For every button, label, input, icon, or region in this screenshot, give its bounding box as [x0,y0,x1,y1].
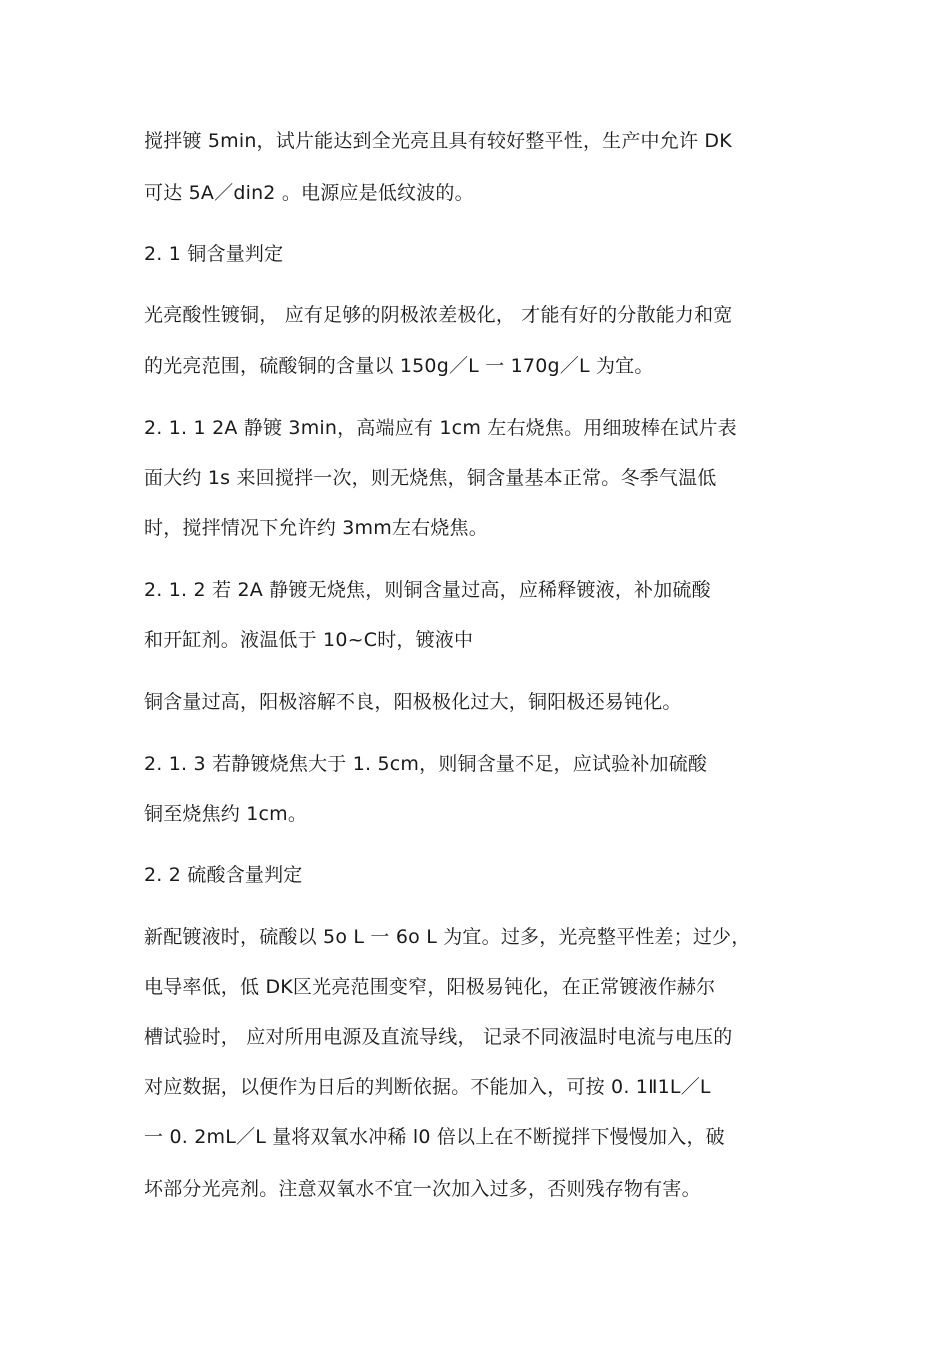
section-heading: 2. 2 硫酸含量判定 [144,864,303,886]
text-line: 2. 1. 3 若静镀烧焦大于 1. 5cm，则铜含量不足，应试验补加硫酸 [144,753,708,775]
text-line: 时，搅拌情况下允许约 3mm左右烧焦。 [144,517,488,539]
text-line: 铜含量过高，阳极溶解不良，阳极极化过大，铜阳极还易钝化。 [144,691,682,713]
section-heading: 2. 1 铜含量判定 [144,243,284,265]
text-line: 坏部分光亮剂。注意双氧水不宜一次加入过多，否则残存物有害。 [144,1178,701,1200]
text-line: 铜至烧焦约 1cm。 [144,803,308,825]
text-line: 电导率低，低 DK区光亮范围变窄，阳极易钝化，在正常镀液作赫尔 [144,976,716,998]
text-line: 新配镀液时，硫酸以 5o L 一 6o L 为宜。过多，光亮整平性差；过少， [144,926,751,948]
text-line: 光亮酸性镀铜， 应有足够的阴极浓差极化， 才能有好的分散能力和宽 [144,304,733,326]
text-line: 2. 1. 1 2A 静镀 3min，高端应有 1cm 左右烧焦。用细玻棒在试片表 [144,417,737,439]
text-line: 面大约 1s 来回搅拌一次，则无烧焦，铜含量基本正常。冬季气温低 [144,467,717,489]
text-line: 2. 1. 2 若 2A 静镀无烧焦，则铜含量过高，应稀释镀液，补加硫酸 [144,579,711,601]
text-line: 对应数据，以便作为日后的判断依据。不能加入，可按 0. 1Ⅱ1L／L [144,1076,711,1098]
text-line: 和开缸剂。液温低于 10~C时，镀液中 [144,629,474,651]
text-line: 可达 5A／din2 。电源应是低纹波的。 [144,182,474,204]
text-line: 搅拌镀 5min，试片能达到全光亮且具有较好整平性，生产中允许 DK [144,130,732,152]
text-line: 槽试验时， 应对所用电源及直流导线， 记录不同液温时电流与电压的 [144,1026,733,1048]
text-line: 一 0. 2mL／L 量将双氧水冲稀 l0 倍以上在不断搅拌下慢慢加入，破 [144,1126,725,1148]
text-line: 的光亮范围，硫酸铜的含量以 150g／L 一 170g／L 为宜。 [144,355,654,377]
